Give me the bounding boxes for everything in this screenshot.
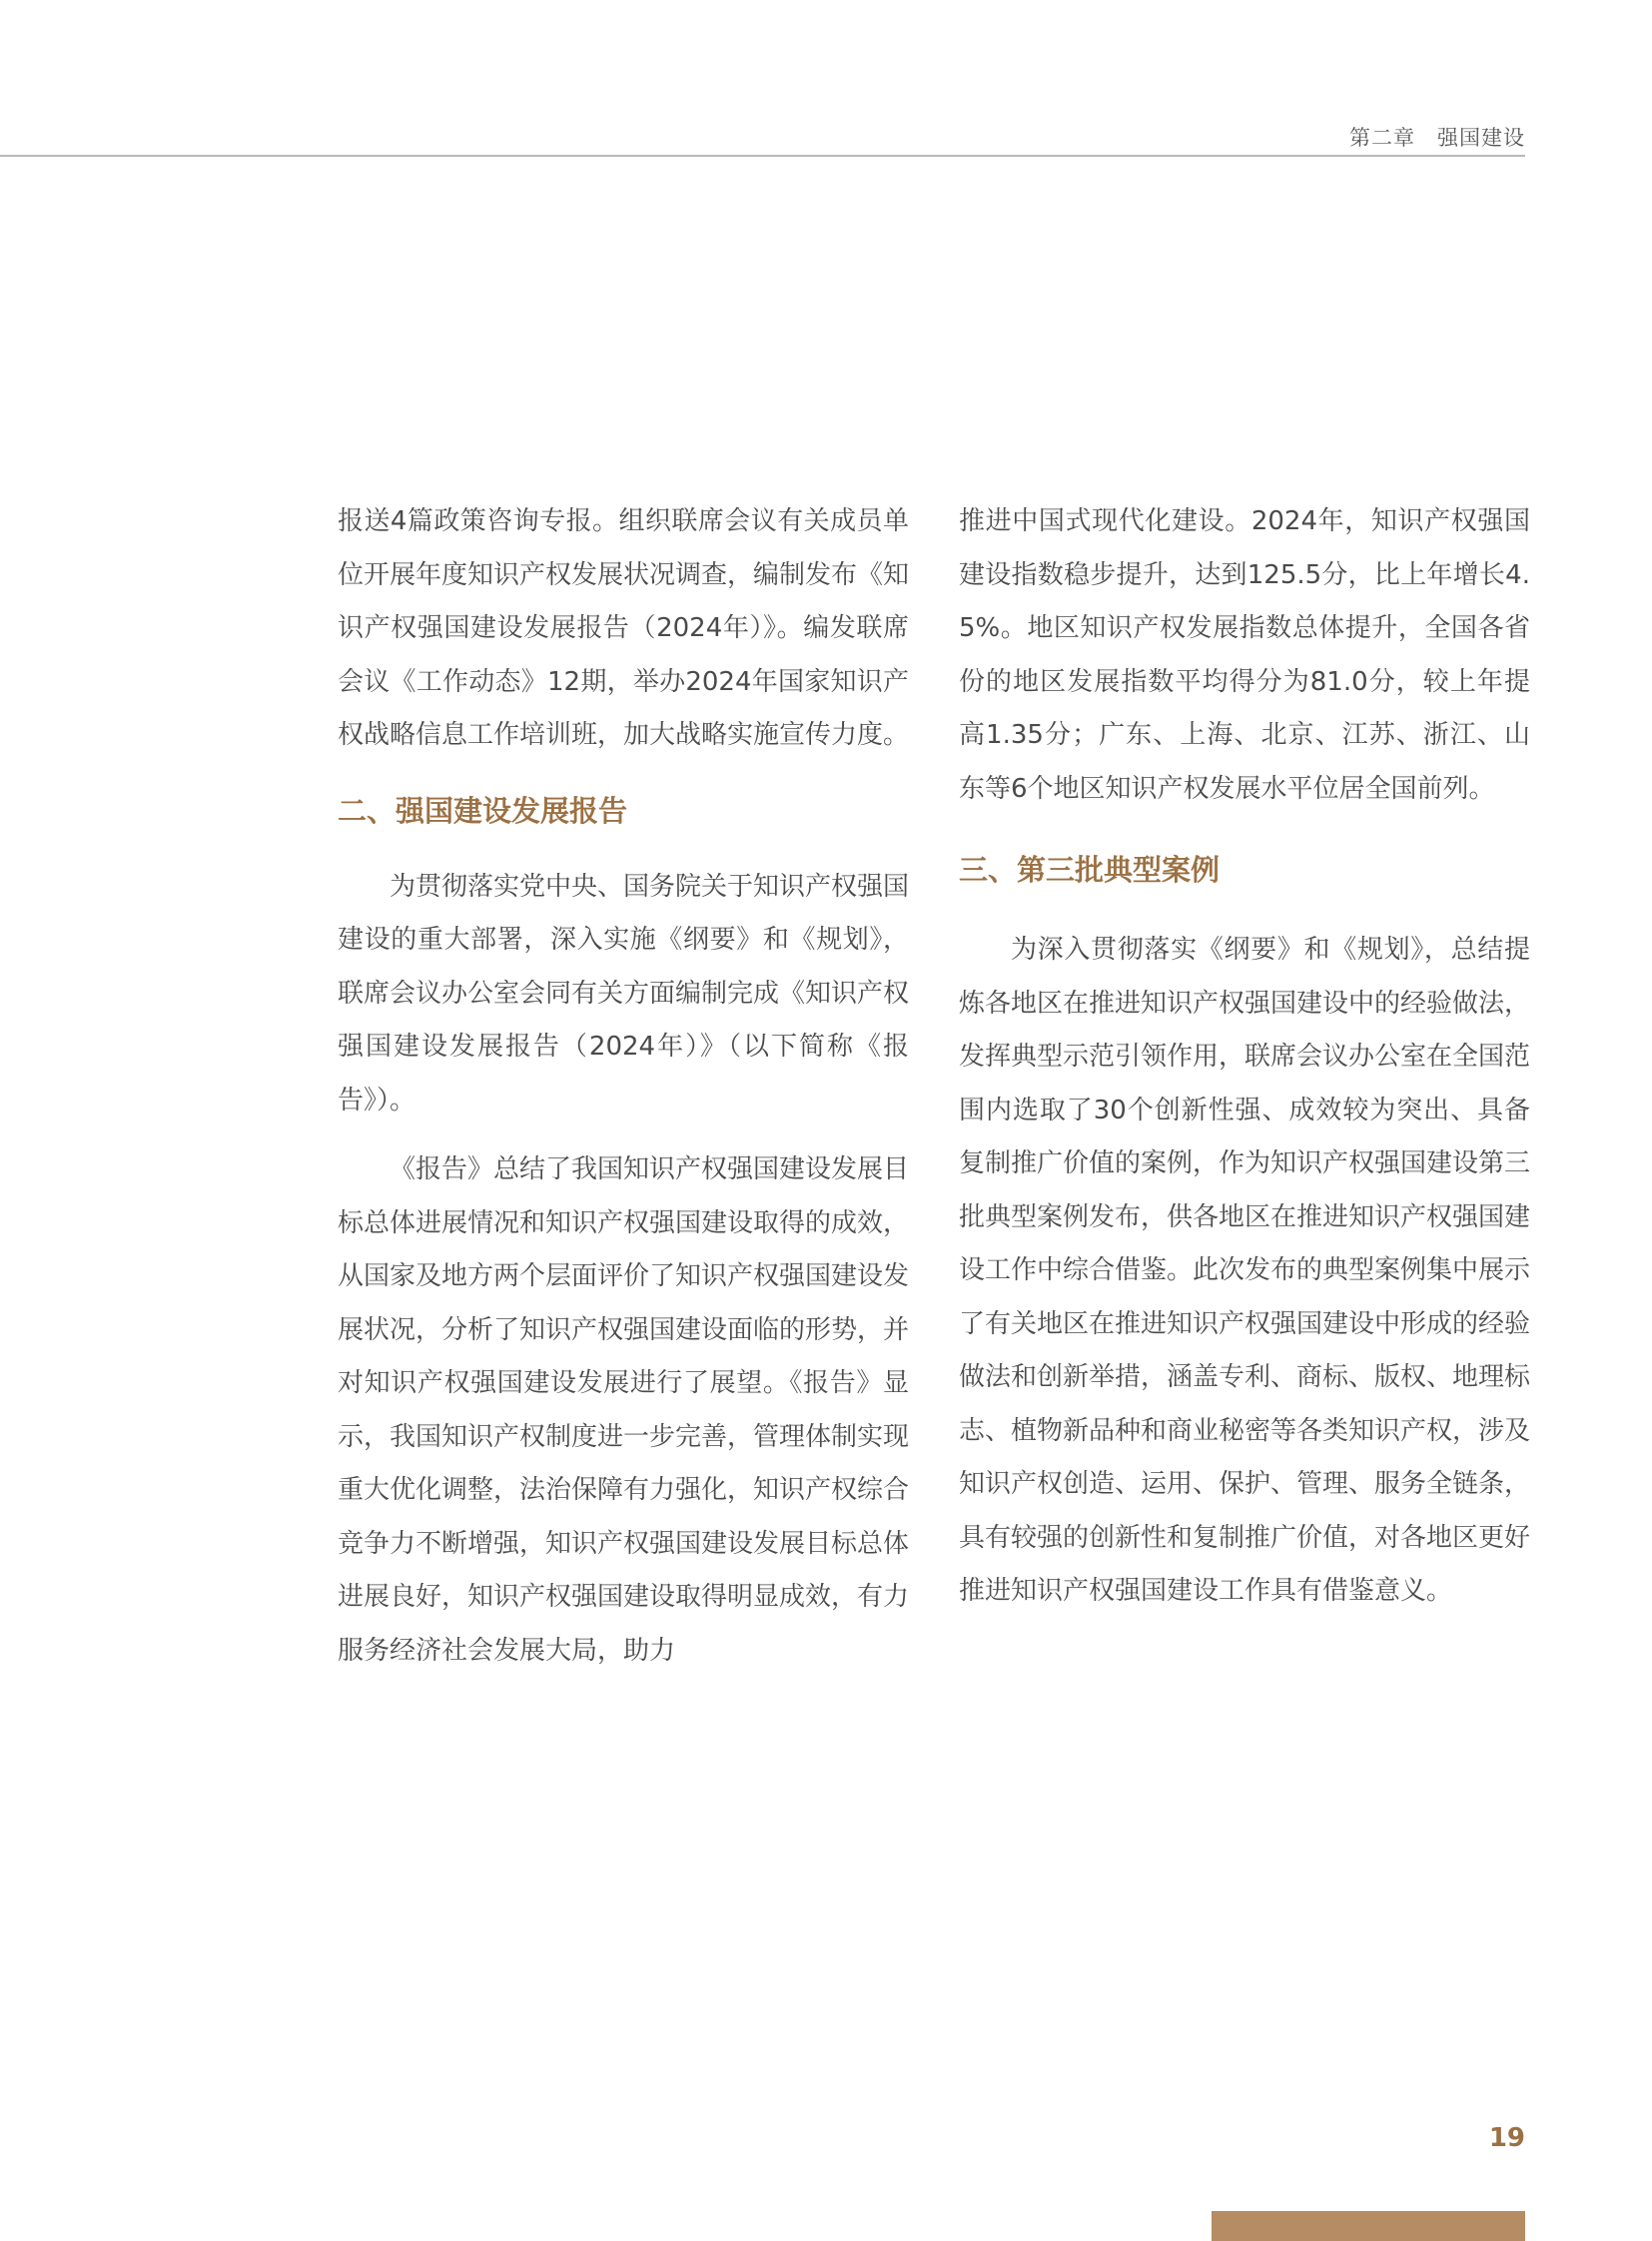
report-paragraph-2: 《报告》总结了我国知识产权强国建设发展目标总体进展情况和知识产权强国建设取得的成效，从国家及地方两个层面评价了知识产权强国建设发展状况，分析了知识产权强国建设面临的形势，并对知识产权强国建设发展进行了展望。《报告》显示，我国知识产权制度进一步完善，管理体制实现重大优化调整，法治保障有力强化，知识产权综合竞争力不断增强，知识产权强国建设发展目标总体进展良好，知识产权强国建设取得明显成效，有力服务经济社会发展大局，助力	[338, 1154, 910, 1666]
right-column	[959, 495, 1530, 1619]
footer-accent-bar	[1212, 2211, 1525, 2241]
section-heading-report: 二、强国建设发展报告	[338, 793, 628, 828]
report-paragraph-1: 为贯彻落实党中央、国务院关于知识产权强国建设的重大部署，深入实施《纲要》和《规划》，联席会议办公室会同有关方面编制完成《知识产权强国建设发展报告（2024年）》（以下简称《报告》）。	[338, 871, 910, 1116]
section-heading-cases: 三、第三批典型案例	[959, 853, 1221, 887]
continuation-paragraph: 推进中国式现代化建设。2024年，知识产权强国建设指数稳步提升，达到125.5分，比上年增长4.5%。地区知识产权发展指数总体提升，全国各省份的地区发展指数平均得分为81.0分，较上年提高1.35分；广东、上海、北京、江苏、浙江、山东等6个地区知识产权发展水平位居全国前列。	[959, 506, 1530, 804]
cases-paragraph: 为深入贯彻落实《纲要》和《规划》，总结提炼各地区在推进知识产权强国建设中的经验做法，发挥典型示范引领作用，联席会议办公室在全国范围内选取了30个创新性强、成效较为突出、具备复制推广价值的案例，作为知识产权强国建设第三批典型案例发布，供各地区在推进知识产权强国建设工作中综合借鉴。此次发布的典型案例集中展示了有关地区在推进知识产权强国建设中形成的经验做法和创新举措，涵盖专利、商标、版权、地理标志、植物新品种和商业秘密等各类知识产权，涉及知识产权创造、运用、保护、管理、服务全链条，具有较强的创新性和复制推广价值，对各地区更好推进知识产权强国建设工作具有借鉴意义。	[959, 935, 1531, 1606]
page-number: 19	[1488, 2123, 1525, 2153]
header-rule	[0, 155, 1525, 157]
left-column	[338, 495, 909, 1678]
chapter-label: 第二章 强国建设	[1349, 126, 1525, 150]
intro-paragraph: 报送4篇政策咨询专报。组织联席会议有关成员单位开展年度知识产权发展状况调查，编制发布《知识产权强国建设发展报告（2024年）》。编发联席会议《工作动态》12期，举办2024年国家知识产权战略信息工作培训班，加大战略实施宣传力度。	[338, 506, 910, 750]
